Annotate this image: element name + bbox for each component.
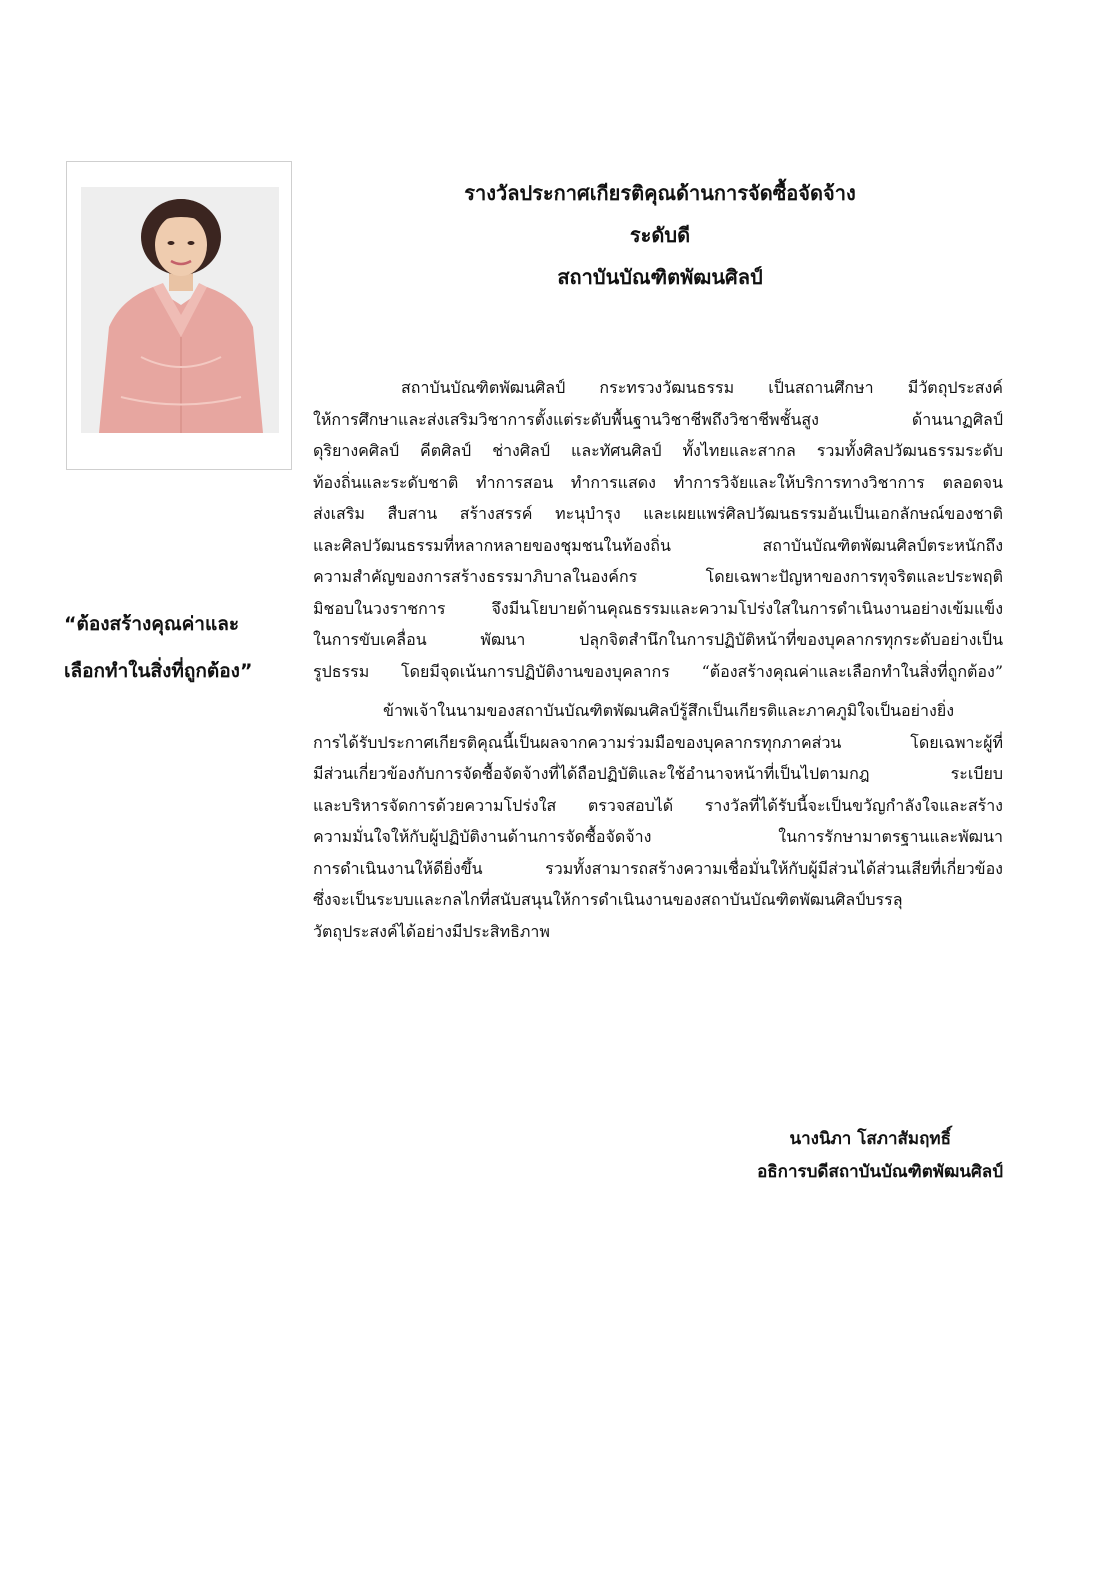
paragraph-2 [313, 695, 1003, 947]
heading-level: ระดับดี [629, 223, 691, 247]
paragraph-line: สถาบันบัณฑิตพัฒนศิลป์ กระทรวงวัฒนธรรม เป็นสถานศึกษา มีวัตถุประสงค์ [401, 378, 1003, 397]
paragraph-line: ท้องถิ่นและระดับชาติ ทำการสอน ทำการแสดง ทำการวิจัยและให้บริการทางวิชาการ ตลอดจน [313, 472, 1003, 492]
paragraph-1 [313, 372, 1003, 687]
quote-line-1: “ต้องสร้างคุณค่าและ [64, 613, 240, 635]
paragraph-line: การได้รับประกาศเกียรติคุณนี้เป็นผลจากความร่วมมือของบุคลากรทุกภาคส่วน โดยเฉพาะผู้ที่ [313, 732, 1003, 752]
paragraph-line: ส่งเสริม สืบสาน สร้างสรรค์ ทะนุบำรุง และเผยแพร่ศิลปวัฒนธรรมอันเป็นเอกลักษณ์ของชาติ [313, 504, 1003, 523]
paragraph-line: และศิลปวัฒนธรรมที่หลากหลายของชุมชนในท้องถิ่น สถาบันบัณฑิตพัฒนศิลป์ตระหนักถึง [313, 535, 1003, 555]
signature-block [757, 1123, 1003, 1189]
paragraph-line: มีส่วนเกี่ยวข้องกับการจัดซื้อจัดจ้างที่ได้ถือปฏิบัติและใช้อำนาจหน้าที่เป็นไปตามกฎ ระเบียบ [313, 764, 1003, 783]
paragraph-line: ความมั่นใจให้กับผู้ปฏิบัติงานด้านการจัดซื้อจัดจ้าง ในการรักษามาตรฐานและพัฒนา [313, 827, 1003, 846]
award-heading [310, 172, 1010, 298]
motto-quote [64, 601, 304, 695]
paragraph-line: ซึ่งจะเป็นระบบและกลไกที่สนับสนุนให้การดำเนินงานของสถาบันบัณฑิตพัฒนศิลป์บรรลุ [313, 890, 903, 909]
photo-frame [66, 161, 292, 470]
paragraph-line: ข้าพเจ้าในนามของสถาบันบัณฑิตพัฒนศิลป์รู้สึกเป็นเกียรติและภาคภูมิใจเป็นอย่างยิ่ง [383, 701, 955, 720]
portrait-illustration [81, 187, 279, 433]
body-text [313, 372, 1003, 947]
paragraph-line: ความสำคัญของการสร้างธรรมาภิบาลในองค์กร โดยเฉพาะปัญหาของการทุจริตและประพฤติ [313, 567, 1003, 586]
paragraph-line: วัตถุประสงค์ได้อย่างมีประสิทธิภาพ [313, 921, 550, 941]
signatory-title: อธิการบดีสถาบันบัณฑิตพัฒนศิลป์ [757, 1162, 1003, 1182]
paragraph-line: และบริหารจัดการด้วยความโปร่งใส ตรวจสอบได้ รางวัลที่ได้รับนี้จะเป็นขวัญกำลังใจและสร้าง [313, 795, 1003, 815]
paragraph-line: ดุริยางคศิลป์ คีตศิลป์ ช่างศิลป์ และทัศนศิลป์ ทั้งไทยและสากล รวมทั้งศิลปวัฒนธรรมระดับ [313, 441, 1003, 460]
heading-institution: สถาบันบัณฑิตพัฒนศิลป์ [557, 265, 763, 289]
paragraph-line: ในการขับเคลื่อน พัฒนา ปลุกจิตสำนึกในการปฏิบัติหน้าที่ของบุคลากรทุกระดับอย่างเป็น [313, 630, 1003, 649]
portrait-photo [81, 187, 279, 433]
heading-title: รางวัลประกาศเกียรติคุณด้านการจัดซื้อจัดจ้าง [464, 181, 856, 205]
paragraph-line: รูปธรรม โดยมีจุดเน้นการปฏิบัติงานของบุคลากร “ต้องสร้างคุณค่าและเลือกทำในสิ่งที่ถูกต้อง” [313, 661, 1003, 681]
paragraph-line: ให้การศึกษาและส่งเสริมวิชาการตั้งแต่ระดับพื้นฐานวิชาชีพถึงวิชาชีพชั้นสูง ด้านนาฏศิลป์ [313, 409, 1003, 429]
signatory-name: นางนิภา โสภาสัมฤทธิ์ [789, 1129, 951, 1149]
paragraph-line: การดำเนินงานให้ดียิ่งขึ้น รวมทั้งสามารถสร้างความเชื่อมั่นให้กับผู้มีส่วนได้ส่วนเสียที่เกี่ยวข้อง [313, 858, 1003, 878]
quote-line-2: เลือกทำในสิ่งที่ถูกต้อง” [64, 660, 253, 682]
paragraph-line: มิชอบในวงราชการ จึงมีนโยบายด้านคุณธรรมและความโปร่งใสในการดำเนินงานอย่างเข้มแข็ง [313, 598, 1003, 618]
